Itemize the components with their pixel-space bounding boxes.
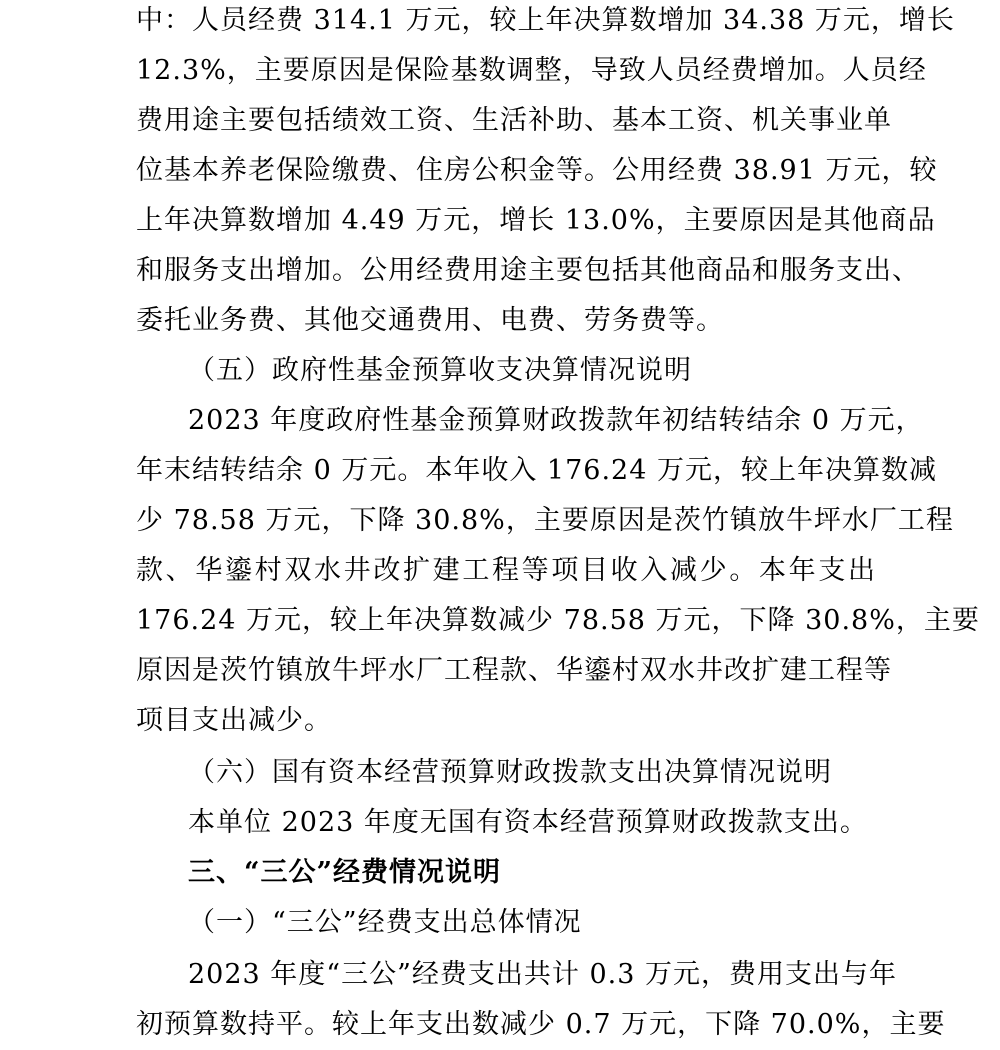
paragraph-line: 2023 年度政府性基金预算财政拨款年初结转结余 0 万元， xyxy=(188,405,924,436)
paragraph-line: 上年决算数增加 4.49 万元，增长 13.0%，主要原因是其他商品 xyxy=(136,205,936,236)
paragraph-line: 位基本养老保险缴费、住房公积金等。公用经费 38.91 万元，较 xyxy=(136,155,938,186)
paragraph-line: 和服务支出增加。公用经费用途主要包括其他商品和服务支出、 xyxy=(136,255,920,286)
paragraph-line: 本单位 2023 年度无国有资本经营预算财政拨款支出。 xyxy=(188,807,868,838)
paragraph-line: 少 78.58 万元，下降 30.8%，主要原因是茨竹镇放牛坪水厂工程 xyxy=(136,505,954,536)
paragraph-line: 项目支出减少。 xyxy=(136,705,332,736)
paragraph-line: 费用途主要包括绩效工资、生活补助、基本工资、机关事业单 xyxy=(136,105,892,136)
section-heading-5: （五）政府性基金预算收支决算情况说明 xyxy=(188,355,692,386)
paragraph-line: 款、华鎏村双水井改扩建工程等项目收入减少。本年支出 xyxy=(136,555,876,586)
paragraph-line: 原因是茨竹镇放牛坪水厂工程款、华鎏村双水井改扩建工程等 xyxy=(136,655,892,686)
paragraph-line: 176.24 万元，较上年决算数减少 78.58 万元，下降 30.8%，主要 xyxy=(136,605,980,636)
section-heading-6: （六）国有资本经营预算财政拨款支出决算情况说明 xyxy=(188,757,832,788)
section-heading-1: （一）“三公”经费支出总体情况 xyxy=(188,907,582,938)
paragraph-line: 2023 年度“三公”经费支出共计 0.3 万元，费用支出与年 xyxy=(188,959,898,990)
paragraph-line: 初预算数持平。较上年支出数减少 0.7 万元，下降 70.0%，主要 xyxy=(136,1009,946,1040)
paragraph-line: 中：人员经费 314.1 万元，较上年决算数增加 34.38 万元，增长 xyxy=(136,5,955,36)
paragraph-line: 12.3%，主要原因是保险基数调整，导致人员经费增加。人员经 xyxy=(136,55,927,86)
paragraph-line: 委托业务费、其他交通费用、电费、劳务费等。 xyxy=(136,305,724,336)
chapter-heading-3: 三、“三公”经费情况说明 xyxy=(188,857,502,888)
paragraph-line: 年末结转结余 0 万元。本年收入 176.24 万元，较上年决算数减 xyxy=(136,455,937,486)
